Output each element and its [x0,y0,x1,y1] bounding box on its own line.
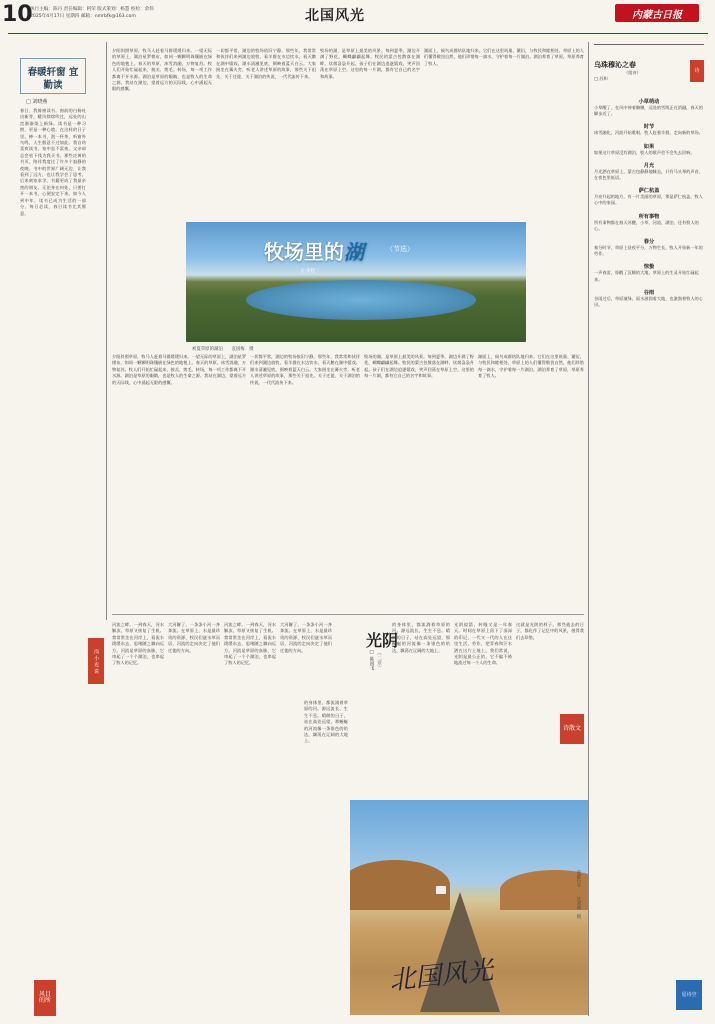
poem-text: 冰雪融化，河流开始歌唱，牧人赶着羊群，走向新的草场。 [594,130,703,136]
guangyin-subtitle: （二章） [376,650,382,670]
left-bottom-badge: 风目 的所 [34,980,56,1016]
center-lower-c: 牧场的湖，是草原上最美的风景。每到夏季，湖边开满了野花，蝴蝶翩翩起舞。牧民的蒙古包散落在湖畔，炊烟袅袅升起。孩子们在湖边追逐嬉戏，笑声回荡在草原上空。这里的每一片湖，都有它自己的名字和故事。 [364,354,474,379]
poem-text: 一声春雷，惊醒了沉睡的大地，草原上的生灵开始忙碌起来。 [594,270,699,282]
poem-text: 月亮升起的地方，有一片美丽的草原，那是萨仁杭盖，牧人心中的家园。 [594,194,703,206]
poem-title: 所有事物 [638,213,660,220]
lake-title-sub: （节选） [386,245,414,253]
left-author-name: 刘晓燕 [32,99,48,105]
column-divider-left [106,42,107,620]
poem-title: 春分 [643,239,655,246]
poem-text: 小草醒了，在风中伸着懒腰，远处的雪线正在消融，春天的脚步近了。 [594,105,703,117]
poem-text: 所有事物都在春天苏醒，小草、河流、湖泊，还有牧人的心。 [594,219,699,231]
right-subtitle: （组诗） [624,70,641,75]
center-body-b: 一切都平常，湖边的牧场依旧宁静。那些年，我常常和伙伴们来到湖边放牧，看羊群在水边饮水，看天鹅在湖中嬉戏。湖水清澈见底，倒映着蓝天白云。大家围坐在篝火旁，听老人讲述草原的故事，那些关于祖先、关于迁徙、关于湖泊的传说，一代代流传下来。 [216,48,316,79]
poem-2 [594,123,704,136]
poem-6 [594,213,704,232]
lake-photo-author: 文·李程 [300,269,315,274]
left-column-badge: 岗 小 光 说 [88,638,104,684]
center-lower-d: 湖面上，候鸟成群结队地归来。它们在这里筑巢、繁衍，与牧民和睦相处。草原上的人们懂得敬畏自然，他们珍惜每一滴水，守护着每一片湖泊。湖泊养育了草原，草原养育了牧人。 [478,354,584,379]
header-meta [30,6,154,20]
poem-text: 春分时节，草原上昼夜平分，万物生长，牧人开始新一年的劳作。 [594,245,703,257]
poem-title: 时节 [643,124,655,131]
meta-line2: 2025年4月17日 星期四 邮箱：nmrbfk@163.com [30,14,136,19]
lake-photo [186,222,526,342]
center-body-a: 夕阳斜照草原，牧马人赶着马群缓缓归来。一望无际的草原上，湖泊星罗棋布，如同一颗颗明珠镶嵌在绿色的地毯上。春天的草原，冰雪消融，万物复苏。牧人们开始忙碌起来，接羔、剪毛、转场，每一项工作都离不开水源。湖泊是草原的眼睛，也是牧人的生命之源。我站在湖边，望着远方的天际线，心中涌起无限的感慨。 [112,48,212,92]
poem-text: 如果这片草原没有湖泊，牧人的歌声会不会失去回响。 [594,149,695,155]
calligraphy-signature: 北国风光 [387,955,495,997]
center-body-c: 牧场的湖，是草原上最美的风景。每到夏季，湖边开满了野花，蝴蝶翩翩起舞。牧民的蒙古包散落在湖畔，炊烟袅袅升起。孩子们在湖边追逐嬉戏，笑声回荡在草原上空。这里的每一片湖，都有它自己的名字和故事。 [320,48,420,79]
right-title: 乌珠穆沁之春 [594,61,636,69]
poem-text: 月光洒在草原上，蒙古包静静地睡去，只有马头琴的声音，在夜色里低语。 [594,168,703,181]
poem-3 [594,143,704,156]
poem-title: 小草萌动 [638,99,660,105]
lower-col-c: 河流之畔。一到春天，河水解冻，草原又恢复了生机。我常常坐在河岸上，看流水缓缓东去，思绪随之飘向远方。河流是草原的血脉，它串起了一个个湖泊，也串起了牧人的记忆。 [224,622,276,666]
lake-title-main: 牧场里的 [264,240,344,264]
page-number: 10 [2,2,33,27]
right-author: □ 苏和 [594,76,608,82]
center-lower-b: 一切都平常，湖边的牧场依旧宁静。那些年，我常常和伙伴们来到湖边放牧，看羊群在水边饮水，看天鹅在湖中嬉戏。湖水清澈见底，倒映着蓝天白云。大家围坐在篝火旁，听老人讲述草原的故事，那些关于祖先、关于迁徙、关于湖泊的传说，一代代流传下来。 [250,354,360,385]
left-article-author: □ 刘晓燕 [26,99,48,105]
lower-col-e: 的身体里，都流淌着草原的河。源远流长，生生不息。晴朗的日子，站在高处远望，那蜿蜒的河流像一条银色的哈达，飘荡在辽阔的大地上。 [304,700,348,744]
guangyin-col-a: 的身体里，都流淌着草原的河。源远流长，生生不息。晴朗的日子，站在高处远望，那蜿蜒的河流像一条银色的哈达，飘荡在辽阔的大地上。 [392,622,450,653]
essay-badge: 诗散文 [560,714,584,744]
right-column-rule [594,44,704,52]
meta-line1: 执行主编：陈丹 责任编辑：阿荣 版式策划：杨慧 校检：余伟 [30,7,154,12]
center-body-d: 湖面上，候鸟成群结队地归来。它们在这里筑巢、繁衍，与牧民和睦相处。草原上的人们懂得敬畏自然，他们珍惜每一滴水，守护着每一片湖泊。湖泊养育了草原，草原养育了牧人。 [424,48,584,66]
lake-water-shape [246,280,476,320]
lower-col-b: 大河解了，一条条小河一齐奔流。在草原上，水是最珍贵的资源，牧民们逐水草而居，河流的走向决定了他们迁徙的方向。 [168,622,220,653]
lake-photo-caption: 初夏草原的湖泊 袁国梅 摄 [192,347,254,352]
lake-title-hu: 湖 [344,240,364,264]
center-lower-a: 夕阳斜照草原，牧马人赶着马群缓缓归来。一望无际的草原上，湖泊星罗棋布，如同一颗颗明珠镶嵌在绿色的地毯上。春天的草原，冰雪消融，万物复苏。牧人们开始忙碌起来，接羔、剪毛、转场，每一项工作都离不开水源。湖泊是草原的眼睛，也是牧人的生命之源。我站在湖边，望着远方的天际线，心中涌起无限的感慨。 [112,354,246,385]
center-divider [112,614,584,615]
poem-title: 如果 [643,143,655,150]
guangyin-col-b: 光阴似箭，转眼又是一年春天。时间在草原上留下了深深的印记，一代又一代的人在这里生活、劳作，把青春和汗水洒在这片土地上。我们常说，光阴是最公正的，它不偏不倚地流过每一个人的生命。 [454,622,512,666]
poem-8 [594,263,704,282]
poem-7 [594,238,704,257]
poem-1 [594,98,704,117]
column-divider-right [588,42,589,1016]
vehicle [436,886,446,894]
poem-text: 谷雨过后，草原渐绿，雨水滋润着大地，也滋润着牧人的心田。 [594,295,703,308]
poem-4 [594,162,704,181]
right-badge-bottom: 星诗空 [676,980,702,1010]
poem-title: 谷雨 [643,289,655,296]
guangyin-col-c: 这就是光阴的样子。那些逝去的日子，都化作了记忆中的风景，值得我们去珍惜。 [516,622,584,640]
lower-col-d: 大河解了，一条条小河一齐奔流。在草原上，水是最珍贵的资源，牧民们逐水草而居，河流的走向决定了他们迁徙的方向。 [280,622,332,653]
newspaper-logo: 内蒙古日报 [615,4,699,22]
poem-title: 惊蛰 [643,264,655,271]
poem-title: 萨仁杭盖 [638,188,660,195]
poem-5 [594,187,704,206]
poem-title: 月光 [643,162,655,169]
poem-list [594,98,704,968]
lower-col-a: 河流之畔。一到春天，河水解冻，草原又恢复了生机。我常常坐在河岸上，看流水缓缓东去，思绪随之飘向远方。河流是草原的血脉，它串起了一个个湖泊，也串起了牧人的记忆。 [112,622,164,666]
poem-9 [594,289,704,308]
section-title: 北国风光 [305,8,365,24]
guangyin-title: 光阴 [366,631,399,650]
left-article-body: 春日，我倚窗读书。窗前的白杨吐出新芽，暖风徐徐吹过，远处的山峦渐渐染上新绿。读书是一种习惯，更是一种心境。在这样的日子里，捧一本书，泡一杯茶，听窗外鸟鸣，人生惬意不过如此。我自幼喜欢读书，家中虽不富裕，父亲却总会省下钱为我买书。那些泛黄的书页，陪伴我度过了许多个寂静的夜晚。书中的世界广阔无边，让我看到了远方，也让我学会了思考。后来离家求学，书籍更成了我最亲密的朋友。无论身在何处，只要打开一本书，心便安定下来。如今人到中年，读书已成为生活的一部分，每日必读，春日读书尤其惬意。 [20,108,86,216]
right-column-header [594,60,704,82]
right-badge-top: 诗 [690,60,704,82]
guangyin-author: □ 陈国飞 [369,650,374,670]
left-article-title: 春暖轩窗 宜勤读 [27,67,79,91]
road-photo-caption: 驼群行车 许双福 摄 [576,870,581,919]
lake-photo-title [264,236,364,265]
